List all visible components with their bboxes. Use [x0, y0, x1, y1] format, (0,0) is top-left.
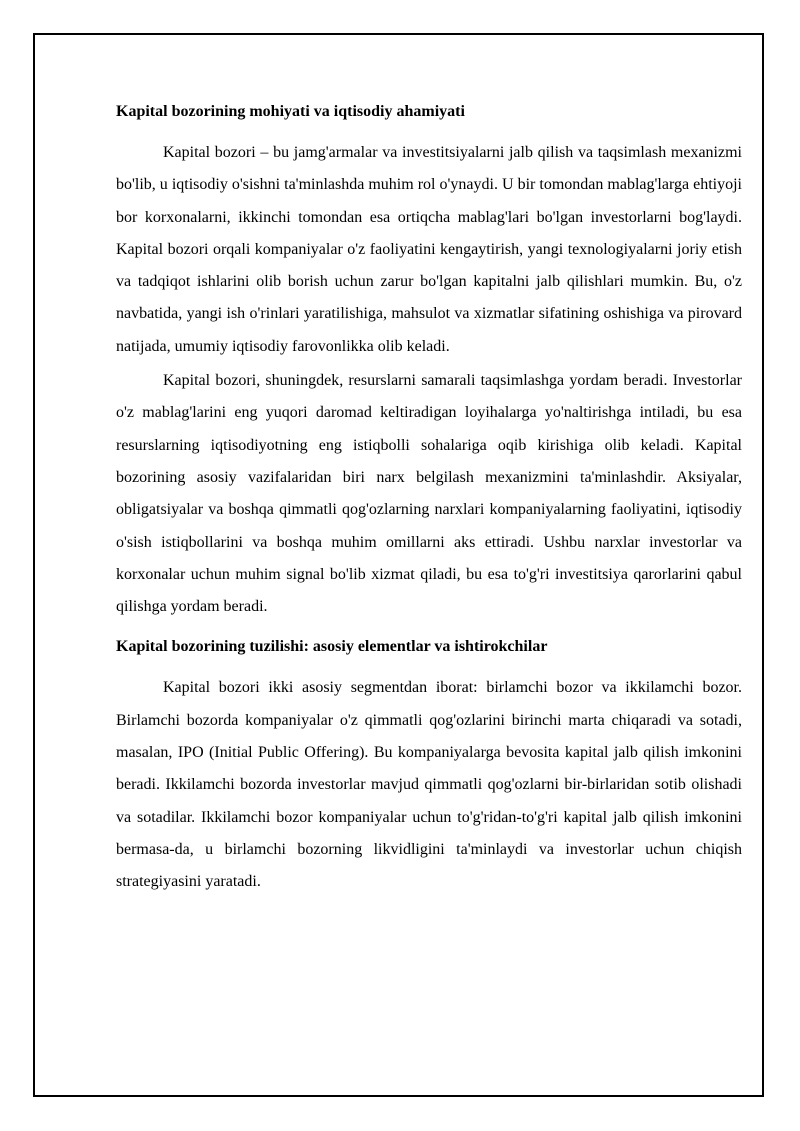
- section-heading: Kapital bozorining mohiyati va iqtisodiy ahamiyati: [116, 103, 465, 120]
- paragraph: Kapital bozori, shuningdek, resurslarni samarali taqsimlashga yordam beradi. Investorlar o'z mablag'larini eng yuqori daromad keltiradigan loyihalarga yo'naltirishga intiladi, bu esa resurslarning iqtisodiyotning eng istiqbolli sohalariga oqib kirishiga olib keladi. Kapital bozorining asosiy vazifalaridan biri narx belgilash mexanizmini ta'minlashdir. Aksiyalar, obligatsiyalar va boshqa qimmatli qog'ozlarning narxlari kompaniyalarning faoliyatini, iqtisodiy o'sish istiqbollarini va boshqa muhim omillarni aks ettiradi. Ushbu narxlar investorlar va korxonalar uchun muhim signal bo'lib xizmat qiladi, bu esa to'g'ri investitsiya qarorlarini qabul qilishga yordam beradi.: [116, 372, 742, 616]
- paragraph: Kapital bozori – bu jamg'armalar va investitsiyalarni jalb qilish va taqsimlash mexanizmi bo'lib, u iqtisodiy o'sishni ta'minlashda muhim rol o'ynaydi. U bir tomondan mablag'larga ehtiyoji bor korxonalarni, ikkinchi tomondan esa ortiqcha mablag'lari bo'lgan investorlarni bog'laydi. Kapital bozori orqali kompaniyalar o'z faoliyatini kengaytirish, yangi texnologiyalarni joriy etish va tadqiqot ishlarini olib borish uchun zarur bo'lgan kapitalni jalb qilishlari mumkin. Bu, o'z navbatida, yangi ish o'rinlari yaratilishiga, mahsulot va xizmatlar sifatining oshishiga va pirovard natijada, umumiy iqtisodiy farovonlikka olib keladi.: [116, 144, 742, 355]
- paragraph: Kapital bozori ikki asosiy segmentdan iborat: birlamchi bozor va ikkilamchi bozor. Birlamchi bozorda kompaniyalar o'z qimmatli qog'ozlarini birinchi marta chiqaradi va sotadi, masalan, IPO (Initial Public Offering). Bu kompaniyalarga bevosita kapital jalb qilish imkonini beradi. Ikkilamchi bozorda investorlar mavjud qimmatli qog'ozlarni bir-birlaridan sotib olishadi va sotadilar. Ikkilamchi bozor kompaniyalar uchun to'g'ridan-to'g'ri kapital jalb qilish imkonini bermasa-da, u birlamchi bozorning likvidligini ta'minlaydi va investorlar uchun chiqish strategiyasini yaratadi.: [116, 679, 742, 891]
- document-body: [116, 97, 742, 899]
- section-heading: Kapital bozorining tuzilishi: asosiy elementlar va ishtirokchilar: [116, 638, 548, 656]
